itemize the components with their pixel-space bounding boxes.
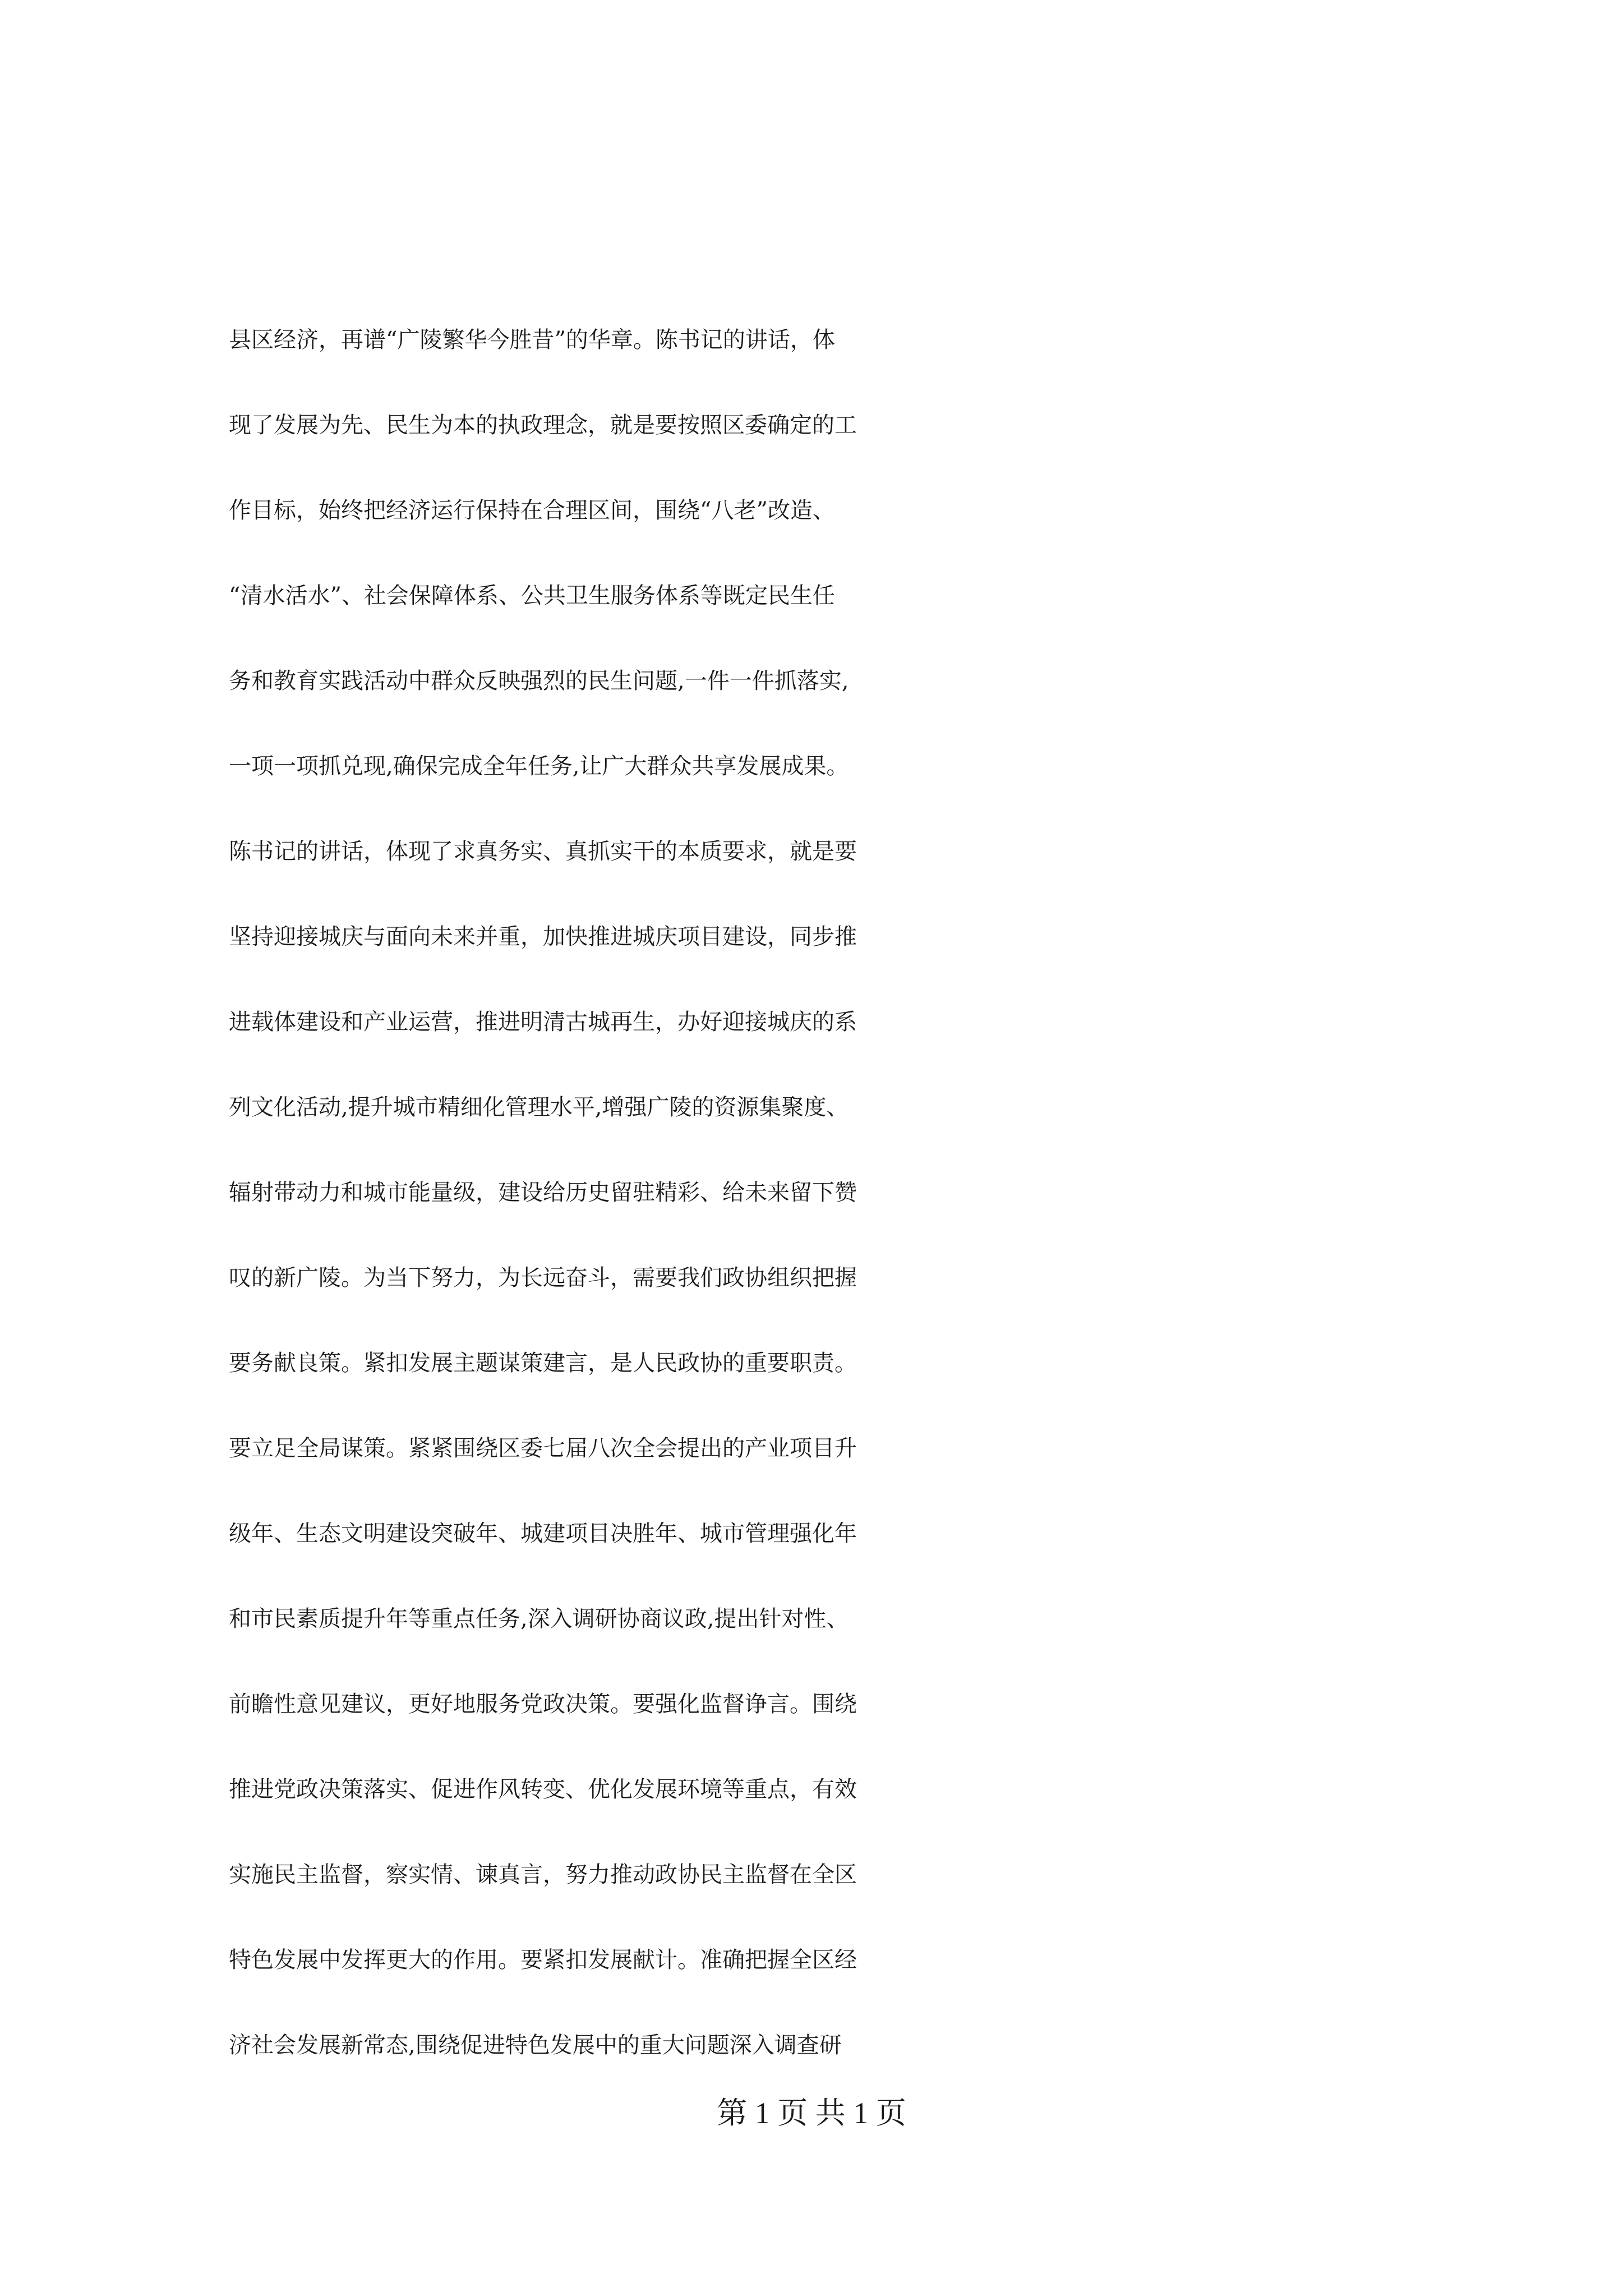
text-line: 列文化活动,提升城市精细化管理水平,增强广陵的资源集聚度、 <box>229 1094 849 1120</box>
page-footer: 第 1 页 共 1 页 <box>717 2096 906 2130</box>
text-line: 坚持迎接城庆与面向未来并重，加快推进城庆项目建设，同步推 <box>229 924 857 950</box>
text-line: 现了发展为先、民生为本的执政理念，就是要按照区委确定的工 <box>229 412 857 438</box>
text-line: 济社会发展新常态,围绕促进特色发展中的重大问题深入调查研 <box>229 2032 842 2058</box>
body-text <box>229 297 1620 2088</box>
text-line: 进载体建设和产业运营，推进明清古城再生，办好迎接城庆的系 <box>229 1009 857 1035</box>
text-line: 县区经济，再谱“广陵繁华今胜昔”的华章。陈书记的讲话，体 <box>229 327 835 353</box>
text-line: 实施民主监督，察实情、谏真言，努力推动政协民主监督在全区 <box>229 1862 857 1888</box>
text-line: 级年、生态文明建设突破年、城建项目决胜年、城市管理强化年 <box>229 1521 857 1547</box>
text-line: 和市民素质提升年等重点任务,深入调研协商议政,提出针对性、 <box>229 1606 849 1632</box>
text-line: 作目标，始终把经济运行保持在合理区间，围绕“八老”改造、 <box>229 498 835 523</box>
text-line: 前瞻性意见建议，更好地服务党政决策。要强化监督诤言。围绕 <box>229 1691 857 1717</box>
text-line: 要务献良策。紧扣发展主题谋策建言，是人民政协的重要职责。 <box>229 1350 857 1376</box>
text-line: 辐射带动力和城市能量级，建设给历史留驻精彩、给未来留下赞 <box>229 1180 857 1205</box>
text-line: 推进党政决策落实、促进作风转变、优化发展环境等重点，有效 <box>229 1777 857 1802</box>
text-line: 务和教育实践活动中群众反映强烈的民生问题,一件一件抓落实, <box>229 668 849 694</box>
text-line: 要立足全局谋策。紧紧围绕区委七届八次全会提出的产业项目升 <box>229 1435 857 1461</box>
text-line: 特色发展中发挥更大的作用。要紧扣发展献计。准确把握全区经 <box>229 1947 857 1973</box>
text-line: “清水活水”、社会保障体系、公共卫生服务体系等既定民生任 <box>229 583 835 609</box>
text-line: 陈书记的讲话，体现了求真务实、真抓实干的本质要求，就是要 <box>229 839 857 864</box>
text-line: 叹的新广陵。为当下努力，为长远奋斗，需要我们政协组织把握 <box>229 1265 857 1291</box>
text-line: 一项一项抓兑现,确保完成全年任务,让广大群众共享发展成果。 <box>229 753 849 779</box>
